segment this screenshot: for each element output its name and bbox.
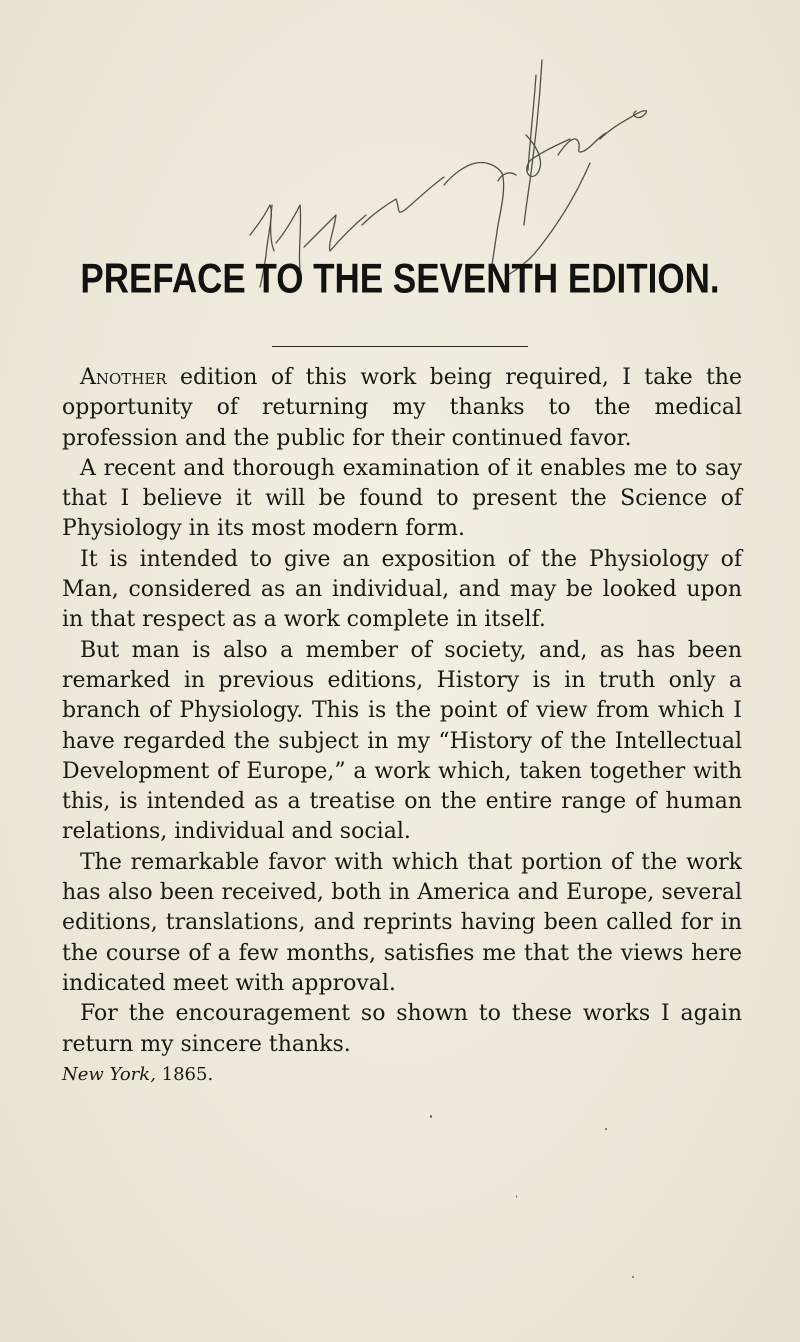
dateline-year: 1865. <box>161 1063 214 1085</box>
drop-lead-word: Another <box>80 365 167 390</box>
paragraph-text: A recent and thorough examination of it enables me to say that I believe it will be found to present the Science of Physiology in its most modern form. <box>62 455 742 542</box>
paper-speck <box>516 1195 517 1198</box>
title-divider <box>272 346 528 347</box>
paragraph-text: For the encouragement so shown to these works I again return my sincere thanks. <box>62 1001 742 1057</box>
paragraph-4 <box>62 636 742 848</box>
paragraph-text: It is intended to give an exposition of the Physiology of Man, considered as an individual, and may be looked upon in that respect as a work complete in itself. <box>62 546 742 633</box>
paragraph-2 <box>62 454 742 545</box>
preface-body <box>62 363 742 1086</box>
paper-speck <box>605 1128 607 1130</box>
paper-speck <box>430 1115 432 1118</box>
paragraph-6 <box>62 999 742 1060</box>
paragraph-1 <box>62 363 742 454</box>
page-title: PREFACE TO THE SEVENTH EDITION. <box>80 256 720 303</box>
paragraph-5 <box>62 848 742 999</box>
paragraph-text: edition of this work being required, I take the opportunity of returning my thanks to the medical profession and the public for their continued favor. <box>62 365 742 451</box>
paper-speck <box>632 1276 634 1278</box>
dateline-place: New York, <box>62 1063 156 1085</box>
dateline <box>62 1064 742 1086</box>
paragraph-text: The remarkable favor with which that portion of the work has also been received, both in America and Europe, several editions, translations, and reprints having been called for in the course of a few months, satisfies me that the views here indicated meet with approval. <box>62 849 742 996</box>
paragraph-3 <box>62 545 742 636</box>
paragraph-text: But man is also a member of society, and, as has been remarked in previous editions, History is in truth only a branch of Physiology. This is the point of view from which I have regarded the subject in my “History of the Intellectual Development of Europe,” a work which, taken together with this, is intended as a treatise on the entire range of human relations, individual and social. <box>62 637 742 845</box>
